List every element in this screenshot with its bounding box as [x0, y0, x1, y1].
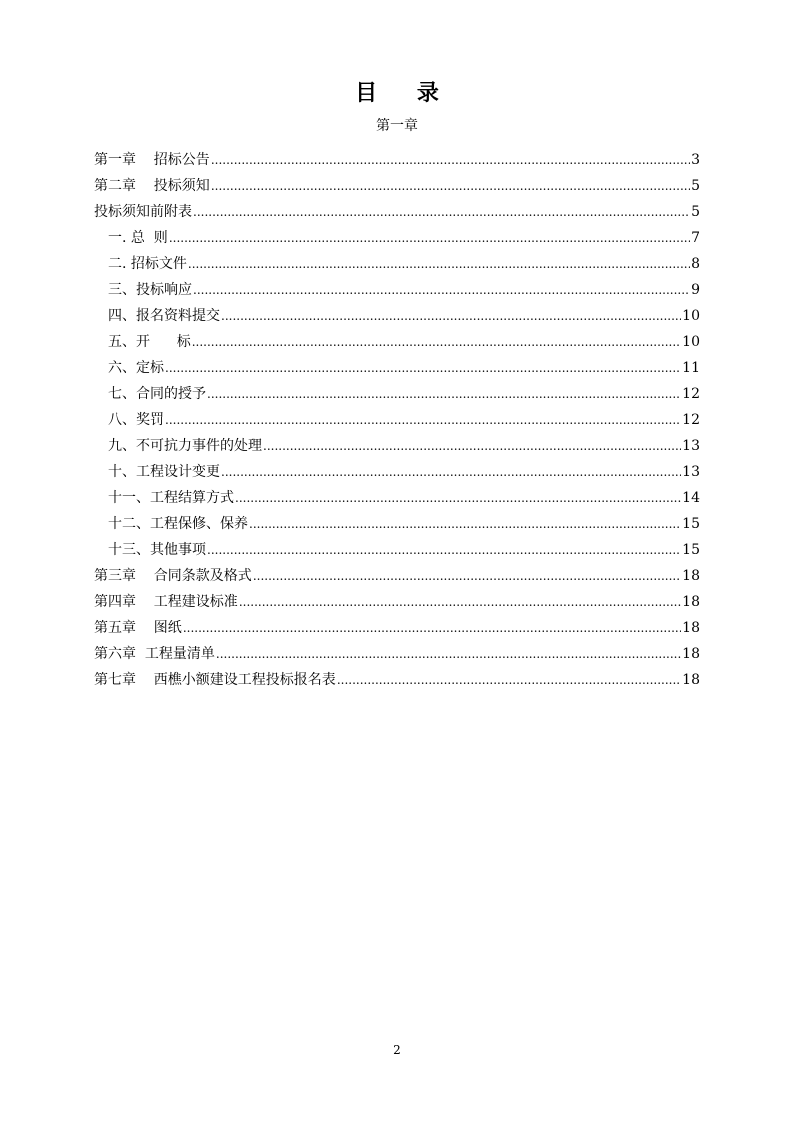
toc-entry-page: 12	[682, 386, 700, 402]
toc-dot-leader	[183, 615, 681, 641]
toc-dot-leader	[165, 407, 681, 433]
toc-dot-leader	[235, 485, 681, 511]
toc-entry-page: 15	[682, 542, 700, 558]
toc-dot-leader	[239, 589, 681, 615]
toc-dot-leader	[211, 147, 690, 173]
toc-entry[interactable]	[94, 563, 700, 589]
toc-entry[interactable]	[94, 667, 700, 693]
toc-dot-leader	[337, 667, 681, 693]
toc-entry-page: 18	[682, 672, 700, 688]
toc-entry-page: 12	[682, 412, 700, 428]
toc-entry-label: 第三章 合同条款及格式	[94, 568, 252, 584]
toc-entry[interactable]	[94, 641, 700, 667]
toc-entry-label: 第五章 图纸	[94, 620, 182, 636]
toc-entry[interactable]	[94, 407, 700, 433]
toc-entry-label: 一. 总 则	[108, 230, 168, 246]
table-of-contents	[94, 147, 700, 693]
toc-entry-label: 十二、工程保修、保养	[108, 516, 248, 532]
toc-entry-page: 13	[682, 464, 700, 480]
toc-entry[interactable]	[94, 459, 700, 485]
toc-dot-leader	[193, 277, 690, 303]
toc-entry[interactable]	[94, 355, 700, 381]
toc-entry[interactable]	[94, 251, 700, 277]
toc-entry-page: 18	[682, 568, 700, 584]
toc-dot-leader	[165, 355, 681, 381]
toc-entry-page: 9	[691, 282, 700, 298]
toc-entry-label: 第四章 工程建设标准	[94, 594, 238, 610]
toc-dot-leader	[207, 537, 681, 563]
toc-entry[interactable]	[94, 173, 700, 199]
toc-dot-leader	[221, 303, 681, 329]
toc-entry[interactable]	[94, 537, 700, 563]
toc-entry[interactable]	[94, 225, 700, 251]
toc-entry-page: 5	[691, 178, 700, 194]
toc-entry-label: 第二章 投标须知	[94, 178, 210, 194]
toc-dot-leader	[211, 173, 690, 199]
toc-entry-page: 11	[682, 360, 700, 376]
toc-entry-page: 13	[682, 438, 700, 454]
toc-entry-page: 14	[682, 490, 700, 506]
toc-entry-page: 10	[682, 308, 700, 324]
page-title: 目 录	[355, 80, 455, 106]
toc-entry-page: 18	[682, 594, 700, 610]
toc-entry-label: 四、报名资料提交	[108, 308, 220, 324]
chapter-subtitle: 第一章	[376, 118, 418, 134]
toc-dot-leader	[188, 251, 690, 277]
toc-entry[interactable]	[94, 511, 700, 537]
toc-entry-page: 5	[691, 204, 700, 220]
toc-entry-label: 三、投标响应	[108, 282, 192, 298]
toc-entry-label: 九、不可抗力事件的处理	[108, 438, 262, 454]
toc-entry-label: 七、合同的授予	[108, 386, 206, 402]
toc-entry-label: 八、奖罚	[108, 412, 164, 428]
toc-entry[interactable]	[94, 381, 700, 407]
toc-dot-leader	[216, 641, 681, 667]
toc-dot-leader	[263, 433, 681, 459]
toc-entry-page: 18	[682, 646, 700, 662]
toc-entry[interactable]	[94, 589, 700, 615]
toc-entry-label: 十三、其他事项	[108, 542, 206, 558]
toc-dot-leader	[207, 381, 681, 407]
toc-entry-label: 十一、工程结算方式	[108, 490, 234, 506]
toc-entry-label: 第七章 西樵小额建设工程投标报名表	[94, 672, 336, 688]
toc-entry-label: 第六章 工程量清单	[94, 646, 215, 662]
toc-dot-leader	[193, 199, 690, 225]
toc-dot-leader	[249, 511, 681, 537]
toc-dot-leader	[253, 563, 681, 589]
toc-entry[interactable]	[94, 303, 700, 329]
toc-dot-leader	[221, 459, 681, 485]
page-number: 2	[393, 1043, 401, 1057]
toc-entry[interactable]	[94, 615, 700, 641]
toc-entry-page: 18	[682, 620, 700, 636]
toc-entry[interactable]	[94, 147, 700, 173]
toc-entry[interactable]	[94, 433, 700, 459]
toc-entry-label: 十、工程设计变更	[108, 464, 220, 480]
toc-entry[interactable]	[94, 199, 700, 225]
toc-entry[interactable]	[94, 485, 700, 511]
toc-dot-leader	[169, 225, 690, 251]
toc-entry-label: 五、开 标	[108, 334, 191, 350]
toc-entry-page: 15	[682, 516, 700, 532]
toc-entry-label: 六、定标	[108, 360, 164, 376]
toc-entry-page: 3	[691, 152, 700, 168]
toc-entry[interactable]	[94, 329, 700, 355]
toc-entry-page: 7	[691, 230, 700, 246]
toc-entry[interactable]	[94, 277, 700, 303]
toc-entry-label: 投标须知前附表	[94, 204, 192, 220]
toc-entry-label: 二. 招标文件	[108, 256, 187, 272]
toc-entry-page: 10	[682, 334, 700, 350]
toc-dot-leader	[192, 329, 681, 355]
toc-entry-page: 8	[691, 256, 700, 272]
toc-entry-label: 第一章 招标公告	[94, 152, 210, 168]
